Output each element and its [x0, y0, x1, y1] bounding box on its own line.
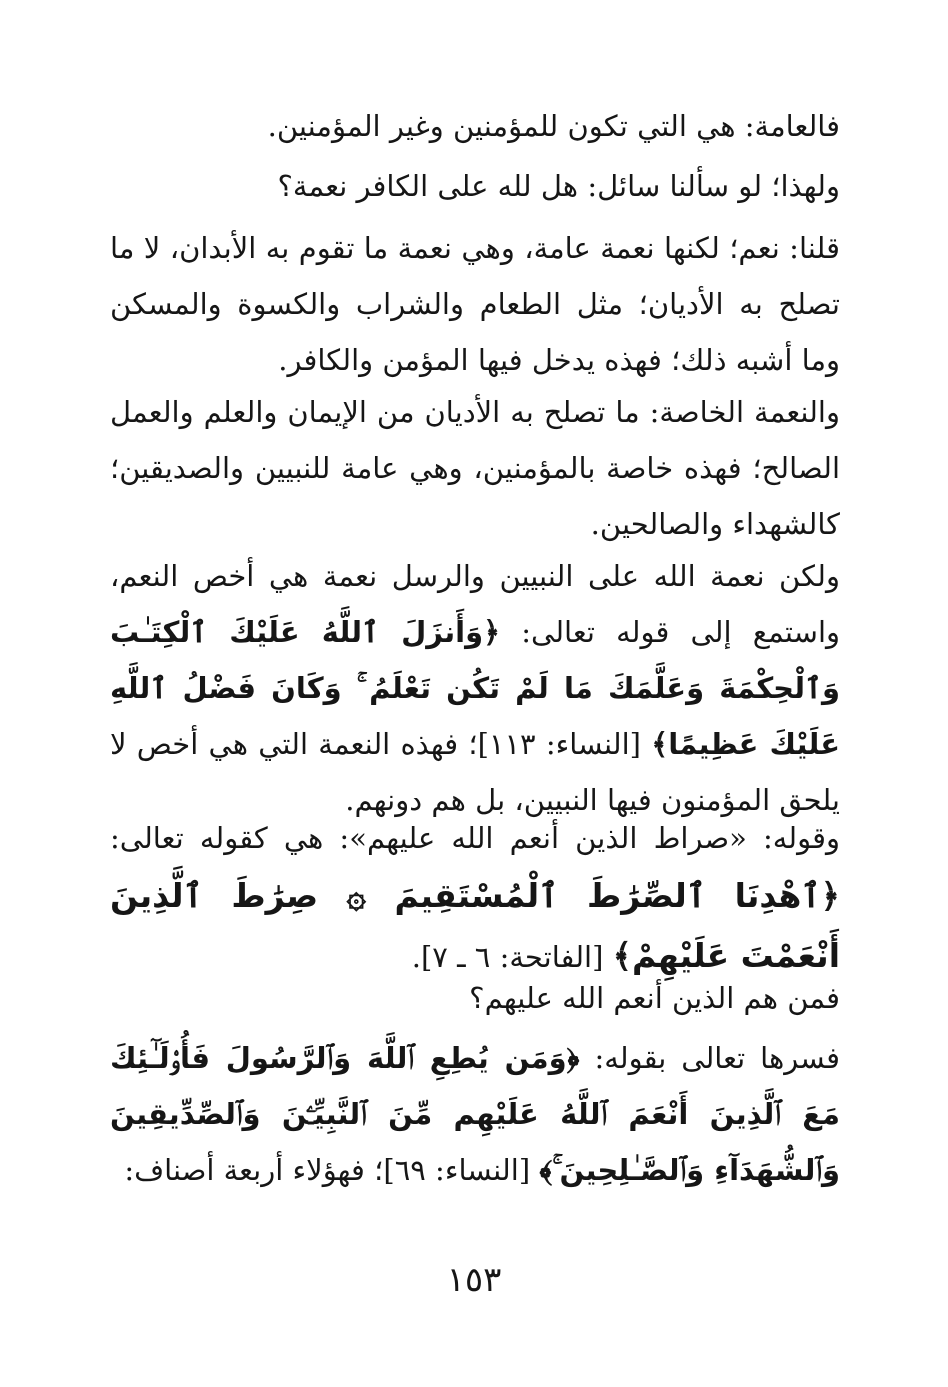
paragraph-answer	[110, 220, 840, 388]
paragraph-fatiha	[110, 810, 840, 986]
paragraph-text: ولكن نعمة الله على النبيين والرسل نعمة هي أخص النعم، واستمع إلى قوله تعالى:	[110, 559, 841, 649]
paragraph-text: وقوله: «صراط الذين أنعم الله عليهم»: هي كقوله تعالى:	[110, 821, 840, 855]
paragraph-text: فسرها تعالى بقوله:	[594, 1041, 841, 1075]
paragraph-who-question	[110, 970, 840, 1026]
page-number: ١٥٣	[446, 1260, 502, 1300]
paragraph-general-blessing	[110, 98, 840, 154]
paragraph-four-categories	[110, 1030, 840, 1198]
verse-citation: [النساء: ١١٣]؛	[468, 727, 641, 761]
paragraph-text: فمن هم الذين أنعم الله عليهم؟	[469, 981, 840, 1015]
paragraph-text: والنعمة الخاصة: ما تصلح به الأديان من الإيمان والعلم والعمل الصالح؛ فهذه خاصة بالمؤمنين، وهي عامة للنبيين والصديقين؛ كالشهداء والصالحين.	[110, 395, 840, 541]
paragraph-special-blessing	[110, 384, 840, 552]
quran-verse: ﴿وَأَنزَلَ ٱللَّهُ عَلَيْكَ ٱلْكِتَـٰبَ وَٱلْحِكْمَةَ وَعَلَّمَكَ مَا لَمْ تَكُن تَعْلَمُ ۚ وَكَانَ فَضْلُ ٱللَّهِ عَلَيْكَ عَظِيمًا﴾	[110, 615, 841, 761]
quran-verse: ﴿وَمَن يُطِعِ ٱللَّهَ وَٱلرَّسُولَ فَأُو۟لَـٰٓئِكَ مَعَ ٱلَّذِينَ أَنْعَمَ ٱللَّهُ عَلَيْهِم مِّنَ ٱلنَّبِيِّـۧنَ وَٱلصِّدِّيقِينَ وَٱلشُّهَدَآءِ وَٱلصَّـٰلِحِينَ ۚ﴾	[110, 1041, 840, 1187]
paragraph-text: فالعامة: هي التي تكون للمؤمنين وغير المؤمنين.	[267, 109, 840, 143]
paragraph-question	[110, 158, 840, 214]
paragraph-text: فهذه النعمة التي هي أخص لا يلحق المؤمنون فيها النبيين، بل هم دونهم.	[110, 727, 840, 817]
quran-verse: ﴿ٱهْدِنَا ٱلصِّرَٰطَ ٱلْمُسْتَقِيمَ ۞ صِرَٰطَ ٱلَّذِينَ أَنْعَمْتَ عَلَيْهِمْ﴾	[110, 876, 840, 975]
verse-citation: [النساء: ٦٩]؛	[374, 1153, 531, 1187]
paragraph-text: ولهذا؛ لو سألنا سائل: هل لله على الكافر نعمة؟	[277, 169, 840, 203]
paragraph-text: قلنا: نعم؛ لكنها نعمة عامة، وهي نعمة ما تقوم به الأبدان، لا ما تصلح به الأديان؛ مثل الطعام والشراب والكسوة والمسكن وما أشبه ذلك؛ فهذه يدخل فيها المؤمن والكافر.	[110, 231, 840, 377]
verse-citation: [الفاتحة: ٦ ـ ٧].	[411, 940, 604, 974]
paragraph-text: فهؤلاء أربعة أصناف:	[124, 1153, 365, 1187]
paragraph-prophets-blessing	[110, 548, 840, 828]
